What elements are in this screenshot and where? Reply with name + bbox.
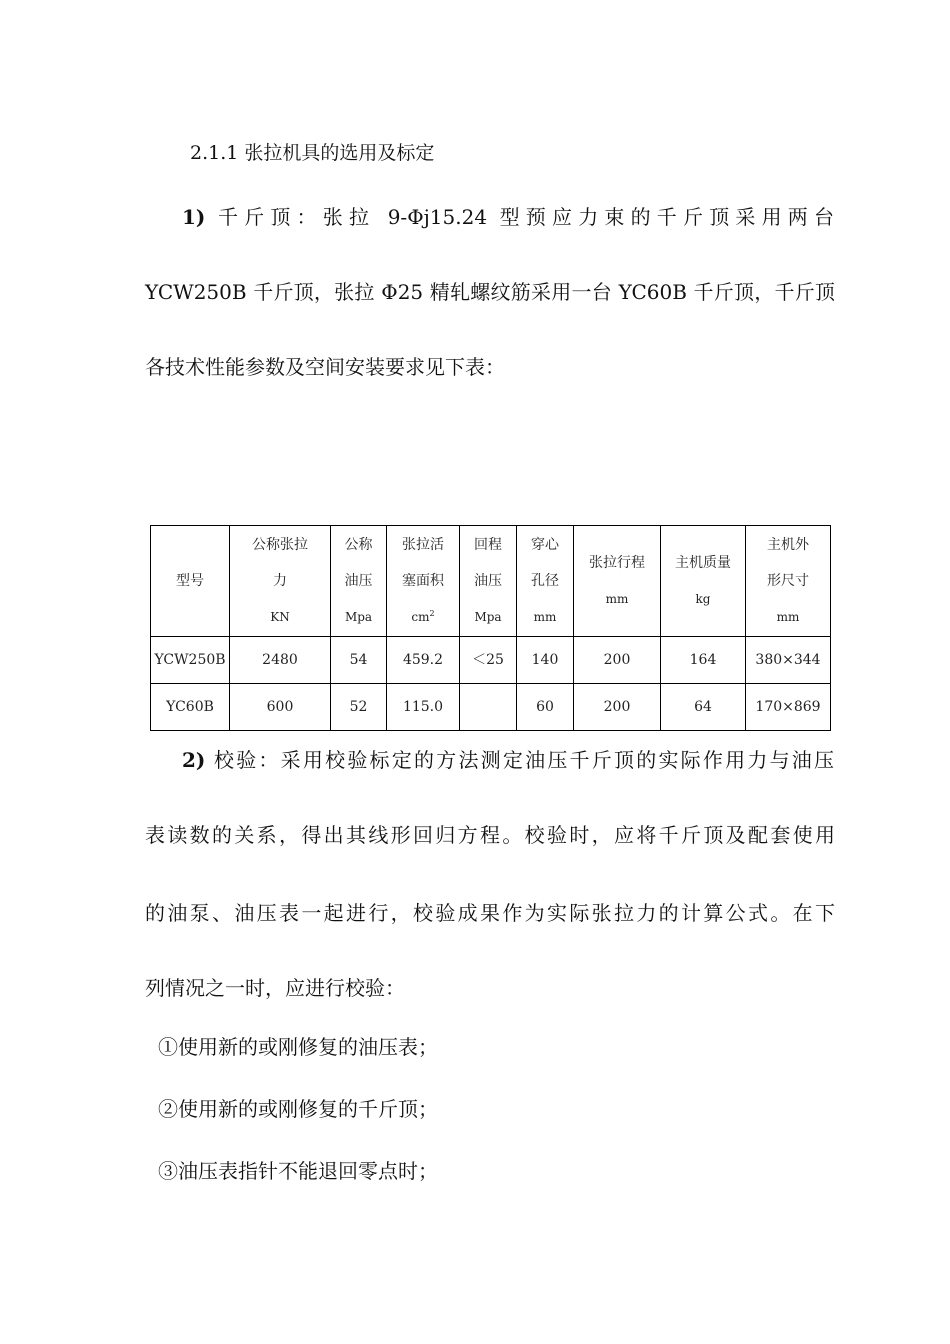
paragraph-1-line-2: YCW250B 千斤顶，张拉 Φ25 精轧螺纹筋采用一台 YC60B 千斤顶，千斤顶 [145, 280, 835, 304]
header-stroke: 张拉行程 mm [574, 526, 661, 637]
header-model: 型号 [151, 526, 230, 637]
header-nominal-force: 公称张拉 力 KN [230, 526, 331, 637]
cell-model: YC60B [151, 684, 230, 731]
cell-mass: 64 [661, 684, 746, 731]
cell-stroke: 200 [574, 637, 661, 684]
cell-nominal-force: 600 [230, 684, 331, 731]
paragraph-2-line-3: 的油泵、油压表一起进行，校验成果作为实际张拉力的计算公式。在下 [145, 901, 835, 925]
paragraph-2-line-4: 列情况之一时，应进行校验： [145, 976, 405, 1000]
list-item: ②使用新的或刚修复的千斤顶； [158, 1097, 438, 1121]
table-row [151, 637, 831, 684]
cell-oil-pressure: 54 [331, 637, 387, 684]
cell-stroke: 200 [574, 684, 661, 731]
cell-mass: 164 [661, 637, 746, 684]
cell-nominal-force: 2480 [230, 637, 331, 684]
cell-hole-diameter: 60 [517, 684, 574, 731]
paragraph-2-line-1 [182, 746, 834, 774]
cell-model: YCW250B [151, 637, 230, 684]
header-nominal-oil-pressure: 公称 油压 Mpa [331, 526, 387, 637]
cell-dimensions: 170×869 [746, 684, 831, 731]
cell-dimensions: 380×344 [746, 637, 831, 684]
jack-spec-table [150, 525, 831, 731]
cell-oil-pressure: 52 [331, 684, 387, 731]
paragraph-1-line-3: 各技术性能参数及空间安装要求见下表： [145, 355, 505, 379]
cell-hole-diameter: 140 [517, 637, 574, 684]
header-dimensions: 主机外 形尺寸 mm [746, 526, 831, 637]
item-number: 1) [182, 205, 206, 229]
cell-return-pressure [460, 684, 517, 731]
cell-piston-area: 459.2 [387, 637, 460, 684]
header-mass: 主机质量 kg [661, 526, 746, 637]
paragraph-text: 千斤顶：张拉 9-Φj15.24 型预应力束的千斤顶采用两台 [217, 205, 834, 229]
cell-return-pressure: ＜25 [460, 637, 517, 684]
table-row [151, 684, 831, 731]
paragraph-2-line-2: 表读数的关系，得出其线形回归方程。校验时，应将千斤顶及配套使用 [145, 823, 835, 847]
list-item: ③油压表指针不能退回零点时； [158, 1159, 438, 1183]
item-number: 2) [182, 748, 206, 772]
header-piston-area: 张拉活 塞面积 $cm^2$ [387, 526, 460, 637]
paragraph-text: 校验：采用校验标定的方法测定油压千斤顶的实际作用力与油压 [213, 748, 835, 772]
table-header-row [151, 526, 831, 637]
cell-piston-area: 115.0 [387, 684, 460, 731]
list-item: ①使用新的或刚修复的油压表； [158, 1035, 438, 1059]
header-hole-diameter: 穿心 孔径 mm [517, 526, 574, 637]
paragraph-1-line-1 [182, 203, 834, 231]
section-heading: 2.1.1 张拉机具的选用及标定 [190, 142, 435, 164]
header-return-oil-pressure: 回程 油压 Mpa [460, 526, 517, 637]
